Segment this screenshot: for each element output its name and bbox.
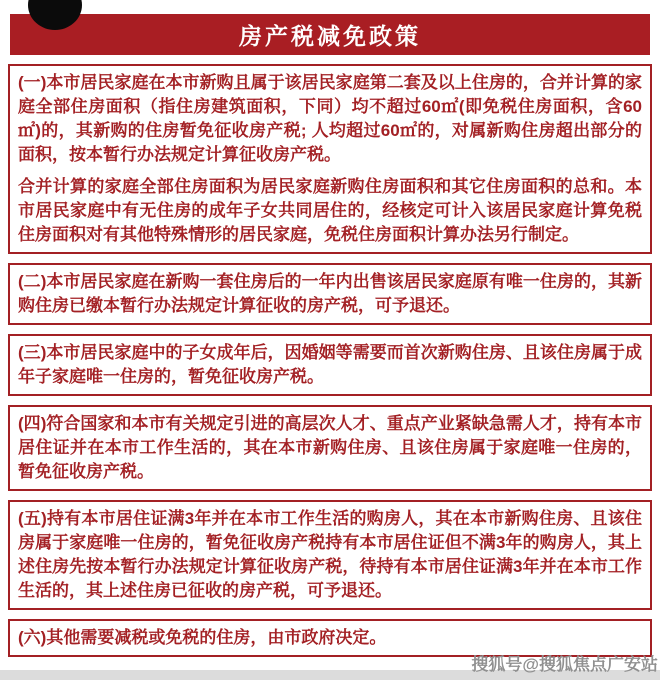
policy-section-3 <box>8 334 652 396</box>
policy-paragraph: (六)其他需要减税或免税的住房，由市政府决定。 <box>18 628 387 647</box>
policy-paragraph: (二)本市居民家庭在新购一套住房后的一年内出售该居民家庭原有唯一住房的，其新购住房已缴本暂行办法规定计算征收的房产税，可予退还。 <box>18 272 642 315</box>
policy-paragraph: (四)符合国家和本市有关规定引进的高层次人才、重点产业紧缺急需人才，持有本市居住证并在本市工作生活的，其在本市新购住房、且该住房属于家庭唯一住房的，暂免征收房产税。 <box>18 414 642 481</box>
policy-paragraph: (五)持有本市居住证满3年并在本市工作生活的购房人，其在本市新购住房、且该住房属于家庭唯一住房的，暂免征收房产税持有本市居住证但不满3年的购房人，其上述住房先按本暂行办法规定计算征收房产税，待持有本市居住证满3年并在本市工作生活的，其上述住房已征收的房产税，可予退还。 <box>18 509 642 600</box>
page-title: 房产税减免政策 <box>239 23 421 49</box>
policy-section-5 <box>8 500 652 610</box>
policy-section-1 <box>8 64 652 254</box>
policy-section-2 <box>8 263 652 325</box>
policy-paragraph: 合并计算的家庭全部住房面积为居民家庭新购住房面积和其它住房面积的总和。本市居民家庭中有无住房的成年子女共同居住的，经核定可计入该居民家庭计算免税住房面积对有其他特殊情形的居民家庭，免税住房面积计算办法另行制定。 <box>18 177 642 244</box>
policy-paragraph: (三)本市居民家庭中的子女成年后，因婚姻等需要而首次新购住房、且该住房属于成年子家庭唯一住房的，暂免征收房产税。 <box>18 343 642 386</box>
policy-paragraph: (一)本市居民家庭在本市新购且属于该居民家庭第二套及以上住房的，合并计算的家庭全部住房面积（指住房建筑面积，下同）均不超过60㎡(即免税住房面积，含60㎡)的，其新购的住房暂免征收房产税; 人均超过60㎡的，对属新购住房超出部分的面积，按本暂行办法规定计算征收房产税。 <box>18 73 642 164</box>
policy-section-4 <box>8 405 652 491</box>
watermark-text: 搜狐号@搜狐焦点广安站 <box>471 655 658 674</box>
header-bar <box>10 14 650 55</box>
